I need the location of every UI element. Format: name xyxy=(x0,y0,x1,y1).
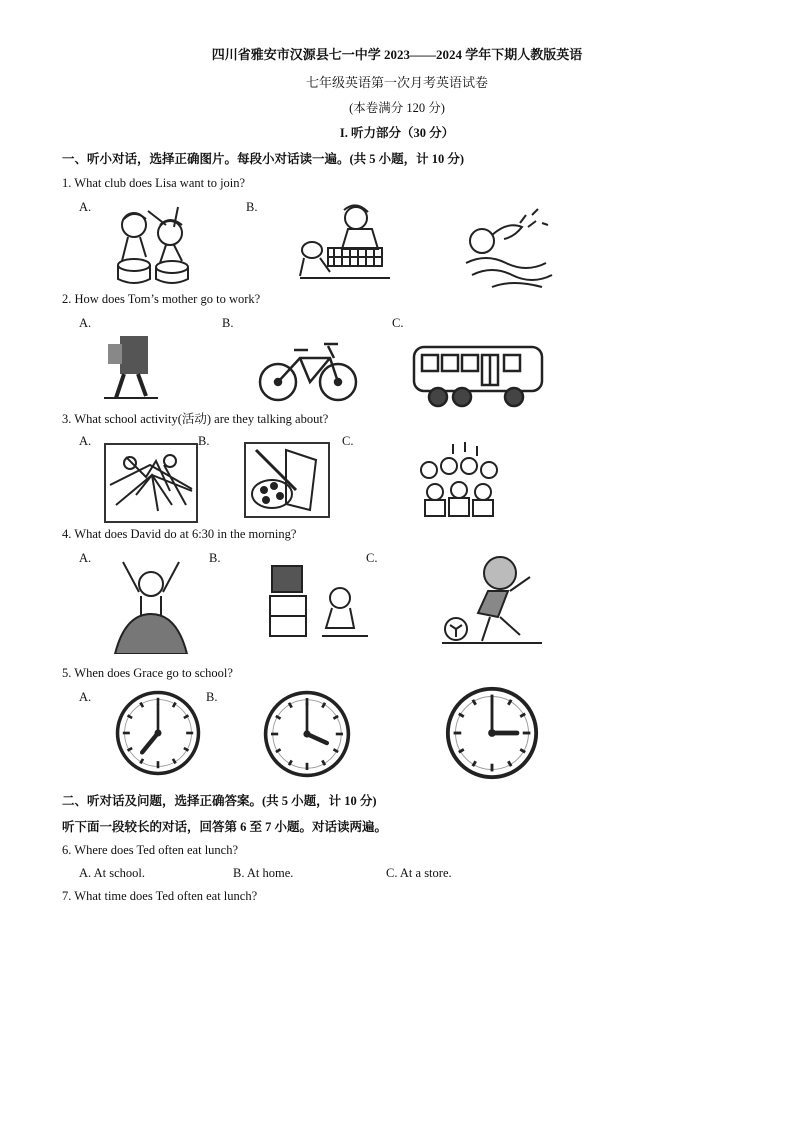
part2-sub-instruction: 听下面一段较长的对话，回答第 6 至 7 小题。对话读两遍。 xyxy=(62,820,388,834)
singing-group-picture xyxy=(413,440,505,520)
question-5-option-b: B. xyxy=(206,690,218,704)
question-3-option-b: B. xyxy=(198,434,210,448)
getting-up-picture xyxy=(113,556,189,654)
playing-soccer-picture xyxy=(438,551,546,649)
exam-title-line2: 七年级英语第一次月考英语试卷 xyxy=(305,75,488,90)
exam-title-line1: 四川省雅安市汉源县七一中学 2023——2024 学年下期人教版英语 xyxy=(211,47,583,62)
question-4-text: 4. What does David do at 6:30 in the morning? xyxy=(62,527,297,541)
question-3-option-c: C. xyxy=(342,434,354,448)
question-4-option-c: C. xyxy=(366,551,378,565)
question-7-text: 7. What time does Ted often eat lunch? xyxy=(62,889,258,903)
drum-players-picture xyxy=(108,203,198,285)
watching-tv-picture xyxy=(266,556,370,644)
question-3-text: 3. What school activity(活动) are they talking about? xyxy=(62,412,329,426)
question-2-option-c: C. xyxy=(392,316,404,330)
question-4-option-b: B. xyxy=(209,551,221,565)
question-5-text: 5. When does Grace go to school? xyxy=(62,666,233,680)
question-2-text: 2. How does Tom’s mother go to work? xyxy=(62,292,261,306)
painting-picture xyxy=(244,442,330,518)
clock-picture xyxy=(262,689,352,779)
question-2-option-b: B. xyxy=(222,316,234,330)
walking-woman-picture xyxy=(98,330,164,402)
bicycle-picture xyxy=(256,332,360,406)
question-6-text: 6. Where does Ted often eat lunch? xyxy=(62,843,239,857)
part2-instruction: 二、听对话及问题，选择正确答案。(共 5 小题，计 10 分) xyxy=(62,794,377,808)
question-5-option-a: A. xyxy=(79,690,92,704)
swimmer-picture xyxy=(462,205,554,291)
clock-picture xyxy=(114,689,202,777)
bus-picture xyxy=(410,343,548,409)
question-2-option-a: A. xyxy=(79,316,92,330)
question-3-option-a: A. xyxy=(79,434,92,448)
sports-game-picture xyxy=(104,443,198,523)
listening-section-title: I. 听力部分（30 分） xyxy=(339,126,455,140)
question-4-option-a: A. xyxy=(79,551,92,565)
question-6-option-b: B. At home. xyxy=(233,866,294,880)
part1-instruction: 一、听小对话，选择正确图片。每段小对话读一遍。(共 5 小题，计 10 分) xyxy=(62,152,465,166)
clock-picture xyxy=(444,685,540,781)
question-6-option-a: A. At school. xyxy=(79,866,145,880)
question-1-option-b: B. xyxy=(246,200,258,214)
chess-players-picture xyxy=(298,202,394,282)
question-1-text: 1. What club does Lisa want to join? xyxy=(62,176,246,190)
question-6-option-c: C. At a store. xyxy=(386,866,452,880)
full-score-note: (本卷满分 120 分) xyxy=(349,101,445,115)
question-1-option-a: A. xyxy=(79,200,92,214)
